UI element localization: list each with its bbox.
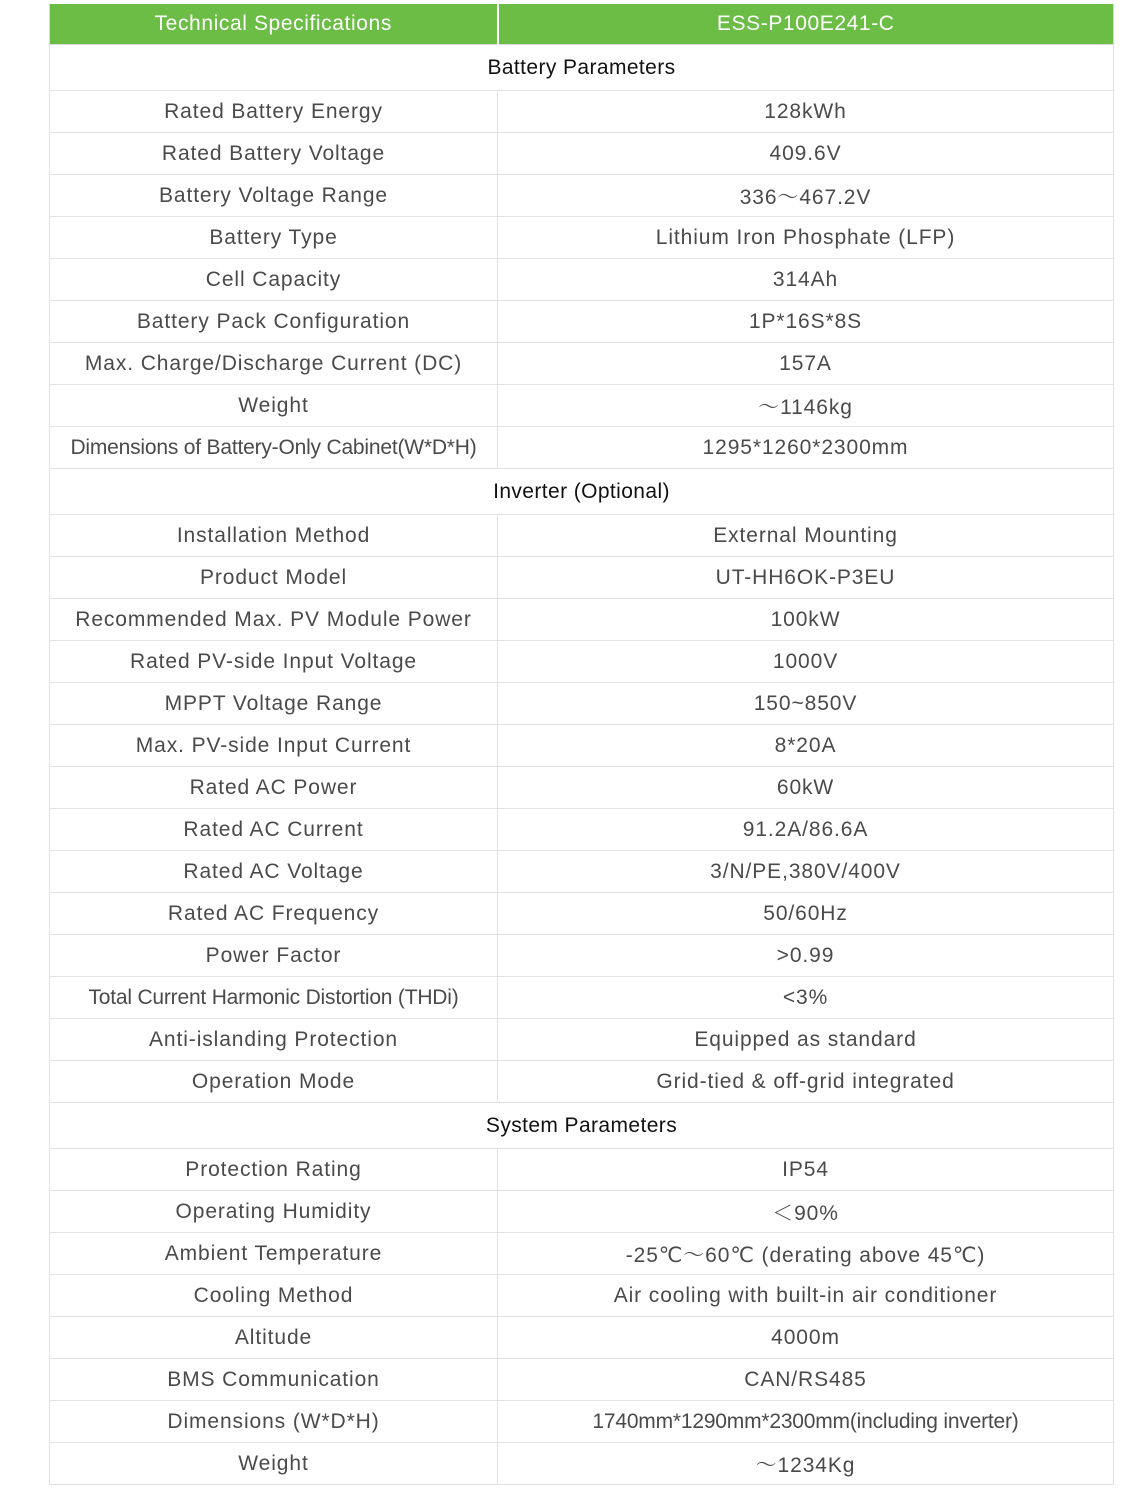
- section-title-system: System Parameters: [50, 1103, 1114, 1149]
- spec-label: MPPT Voltage Range: [50, 683, 498, 725]
- table-row: [50, 1061, 1114, 1103]
- spec-label: Power Factor: [50, 935, 498, 977]
- table-row: [50, 133, 1114, 175]
- spec-label: Battery Voltage Range: [50, 175, 498, 217]
- spec-label: Operation Mode: [50, 1061, 498, 1103]
- spec-label: Weight: [50, 1443, 498, 1485]
- table-row: [50, 217, 1114, 259]
- spec-label: BMS Communication: [50, 1359, 498, 1401]
- spec-value: CAN/RS485: [498, 1359, 1114, 1401]
- spec-label: Rated AC Power: [50, 767, 498, 809]
- table-row: [50, 427, 1114, 469]
- spec-label: Cell Capacity: [50, 259, 498, 301]
- table-row: [50, 1149, 1114, 1191]
- header-model-label: ESS-P100E241-C: [498, 4, 1114, 45]
- spec-value: ＜90%: [498, 1191, 1114, 1233]
- table-row: [50, 893, 1114, 935]
- spec-label: Rated Battery Energy: [50, 91, 498, 133]
- spec-value: 1295*1260*2300mm: [498, 427, 1114, 469]
- table-row: [50, 809, 1114, 851]
- table-row: [50, 935, 1114, 977]
- spec-value: 60kW: [498, 767, 1114, 809]
- spec-label: Operating Humidity: [50, 1191, 498, 1233]
- table-row: [50, 1443, 1114, 1485]
- spec-label: Rated PV-side Input Voltage: [50, 641, 498, 683]
- table-row: [50, 343, 1114, 385]
- table-header-row: [50, 4, 1114, 45]
- spec-value: 314Ah: [498, 259, 1114, 301]
- spec-value: >0.99: [498, 935, 1114, 977]
- spec-label: Protection Rating: [50, 1149, 498, 1191]
- table-row: [50, 1275, 1114, 1317]
- spec-value: 409.6V: [498, 133, 1114, 175]
- table-row: [50, 1233, 1114, 1275]
- table-row: [50, 1191, 1114, 1233]
- spec-value: 3/N/PE,380V/400V: [498, 851, 1114, 893]
- spec-table: [49, 4, 1114, 1485]
- table-row: [50, 977, 1114, 1019]
- spec-value: Grid-tied & off-grid integrated: [498, 1061, 1114, 1103]
- spec-label: Rated AC Frequency: [50, 893, 498, 935]
- table-row: [50, 725, 1114, 767]
- spec-value: 4000m: [498, 1317, 1114, 1359]
- spec-label: Dimensions of Battery-Only Cabinet(W*D*H): [50, 427, 498, 469]
- spec-value: -25℃～60℃ (derating above 45℃): [498, 1233, 1114, 1275]
- spec-value: 1P*16S*8S: [498, 301, 1114, 343]
- spec-label: Weight: [50, 385, 498, 427]
- table-row: [50, 1359, 1114, 1401]
- table-row: [50, 1317, 1114, 1359]
- spec-value: IP54: [498, 1149, 1114, 1191]
- spec-value: ～1146kg: [498, 385, 1114, 427]
- section-row: [50, 1103, 1114, 1149]
- spec-label: Max. PV-side Input Current: [50, 725, 498, 767]
- spec-label: Rated Battery Voltage: [50, 133, 498, 175]
- spec-value: 1000V: [498, 641, 1114, 683]
- section-row: [50, 469, 1114, 515]
- spec-value: Air cooling with built-in air conditioner: [498, 1275, 1114, 1317]
- spec-value: Lithium Iron Phosphate (LFP): [498, 217, 1114, 259]
- table-row: [50, 557, 1114, 599]
- table-row: [50, 385, 1114, 427]
- table-row: [50, 1401, 1114, 1443]
- spec-value: 100kW: [498, 599, 1114, 641]
- spec-value: 8*20A: [498, 725, 1114, 767]
- spec-label: Total Current Harmonic Distortion (THDi): [50, 977, 498, 1019]
- table-row: [50, 641, 1114, 683]
- table-row: [50, 91, 1114, 133]
- spec-value: Equipped as standard: [498, 1019, 1114, 1061]
- table-row: [50, 515, 1114, 557]
- spec-label: Rated AC Voltage: [50, 851, 498, 893]
- table-row: [50, 767, 1114, 809]
- table-row: [50, 599, 1114, 641]
- spec-label: Dimensions (W*D*H): [50, 1401, 498, 1443]
- spec-label: Battery Type: [50, 217, 498, 259]
- spec-value: 157A: [498, 343, 1114, 385]
- spec-label: Recommended Max. PV Module Power: [50, 599, 498, 641]
- spec-label: Max. Charge/Discharge Current (DC): [50, 343, 498, 385]
- spec-label: Altitude: [50, 1317, 498, 1359]
- spec-value: 336～467.2V: [498, 175, 1114, 217]
- table-row: [50, 683, 1114, 725]
- spec-value: 91.2A/86.6A: [498, 809, 1114, 851]
- spec-label: Ambient Temperature: [50, 1233, 498, 1275]
- spec-value: 128kWh: [498, 91, 1114, 133]
- table-row: [50, 175, 1114, 217]
- spec-value: 150~850V: [498, 683, 1114, 725]
- spec-value: <3%: [498, 977, 1114, 1019]
- spec-label: Cooling Method: [50, 1275, 498, 1317]
- table-row: [50, 301, 1114, 343]
- spec-label: Battery Pack Configuration: [50, 301, 498, 343]
- header-spec-label: Technical Specifications: [50, 4, 498, 45]
- table-row: [50, 851, 1114, 893]
- section-title-inverter: Inverter (Optional): [50, 469, 1114, 515]
- spec-value: 1740mm*1290mm*2300mm(including inverter): [498, 1401, 1114, 1443]
- section-title-battery: Battery Parameters: [50, 45, 1114, 91]
- spec-label: Anti-islanding Protection: [50, 1019, 498, 1061]
- spec-label: Product Model: [50, 557, 498, 599]
- spec-value: UT-HH6OK-P3EU: [498, 557, 1114, 599]
- spec-value: 50/60Hz: [498, 893, 1114, 935]
- section-row: [50, 45, 1114, 91]
- spec-label: Installation Method: [50, 515, 498, 557]
- table-row: [50, 1019, 1114, 1061]
- table-row: [50, 259, 1114, 301]
- spec-value: ～1234Kg: [498, 1443, 1114, 1485]
- spec-label: Rated AC Current: [50, 809, 498, 851]
- spec-value: External Mounting: [498, 515, 1114, 557]
